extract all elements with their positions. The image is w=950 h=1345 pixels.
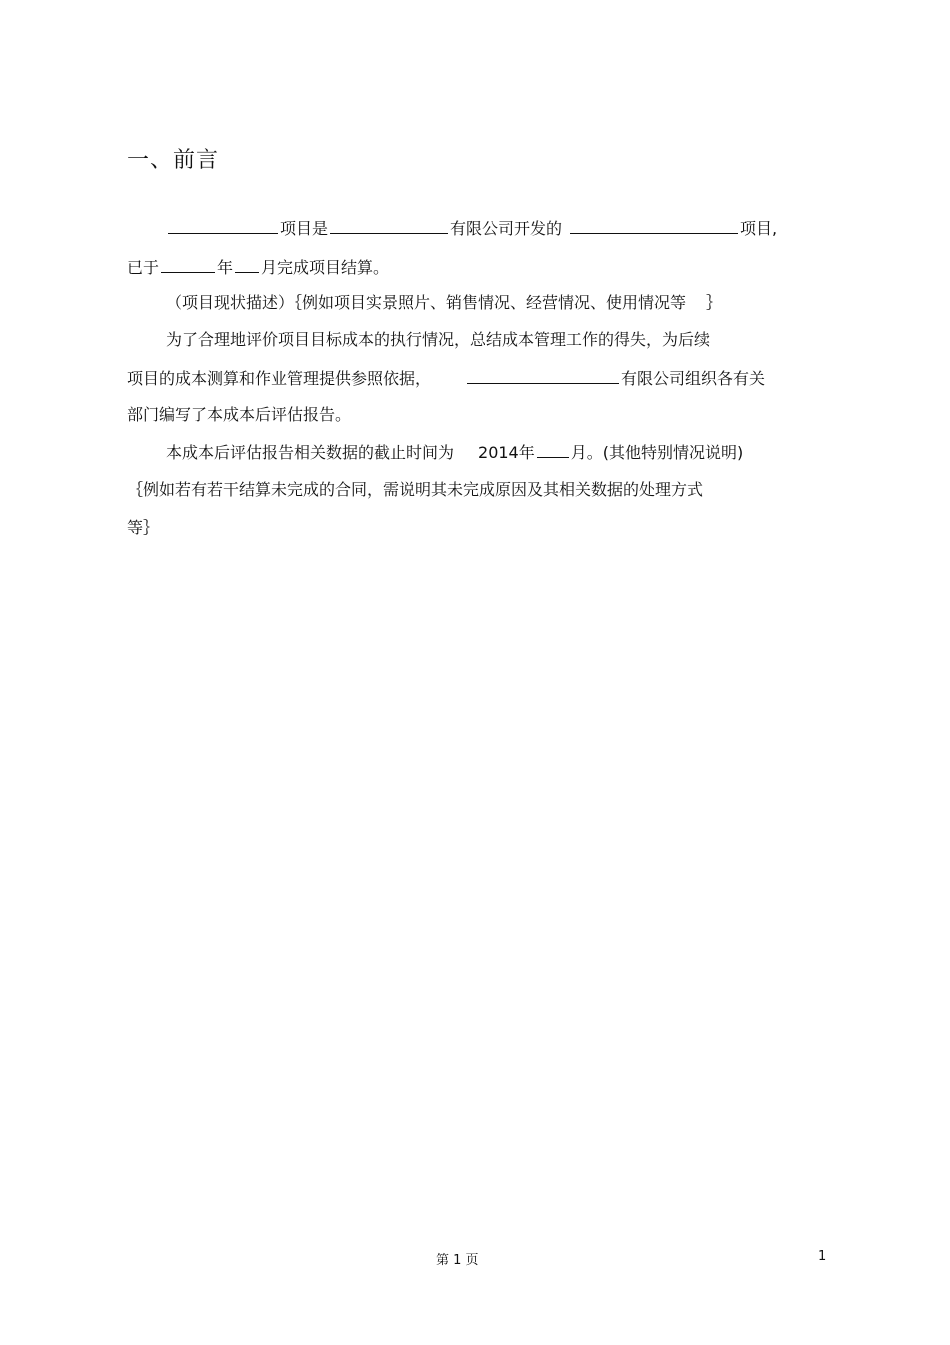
- organizer-company-blank: [467, 368, 619, 384]
- company-name-blank: [330, 218, 448, 234]
- paragraph-2: [166, 293, 722, 313]
- project-name-blank: [168, 218, 278, 234]
- text-cutoff-time: 本成本后评估报告相关数据的截止时间为: [166, 443, 455, 462]
- text-project-comma: 项目,: [740, 219, 778, 238]
- paragraph-3-line-3: 部门编写了本成本后评估报告。: [127, 405, 352, 424]
- paragraph-1-line-1: [166, 218, 777, 239]
- cutoff-year: 2014年: [478, 443, 535, 462]
- paragraph-4-line-2: ｛例如若有若干结算未完成的合同，需说明其未完成原因及其相关数据的处理方式: [127, 480, 704, 499]
- month-blank: [235, 257, 259, 273]
- closing-brace: ｝: [706, 293, 723, 312]
- text-reference-basis: 项目的成本测算和作业管理提供参照依据，: [127, 369, 432, 388]
- page-number: 1: [818, 1249, 827, 1264]
- year-blank: [161, 257, 215, 273]
- text-project-is: 项目是: [280, 219, 329, 238]
- section-heading: 一、前言: [127, 148, 220, 173]
- paragraph-4-line-3: 等｝: [127, 518, 160, 537]
- project-status-description: （项目现状描述）｛例如项目实景照片、销售情况、经营情况、使用情况等: [166, 293, 687, 312]
- text-year: 年: [217, 258, 234, 277]
- text-month-complete: 月完成项目结算。: [261, 258, 390, 277]
- text-already: 已于: [127, 258, 160, 277]
- paragraph-4-line-1: [166, 442, 743, 463]
- page-footer-label: 第 1 页: [436, 1253, 479, 1268]
- paragraph-3-line-1: 为了合理地评价项目目标成本的执行情况，总结成本管理工作的得失，为后续: [166, 330, 711, 349]
- text-organized-departments: 有限公司组织各有关: [621, 369, 766, 388]
- paragraph-1-line-2: [127, 257, 389, 278]
- text-company-developed: 有限公司开发的: [450, 219, 563, 238]
- cutoff-month-blank: [537, 442, 569, 458]
- text-special-notes: 月。(其他特别情况说明): [570, 443, 744, 462]
- paragraph-3-line-2: [127, 368, 765, 389]
- project-type-blank: [570, 218, 738, 234]
